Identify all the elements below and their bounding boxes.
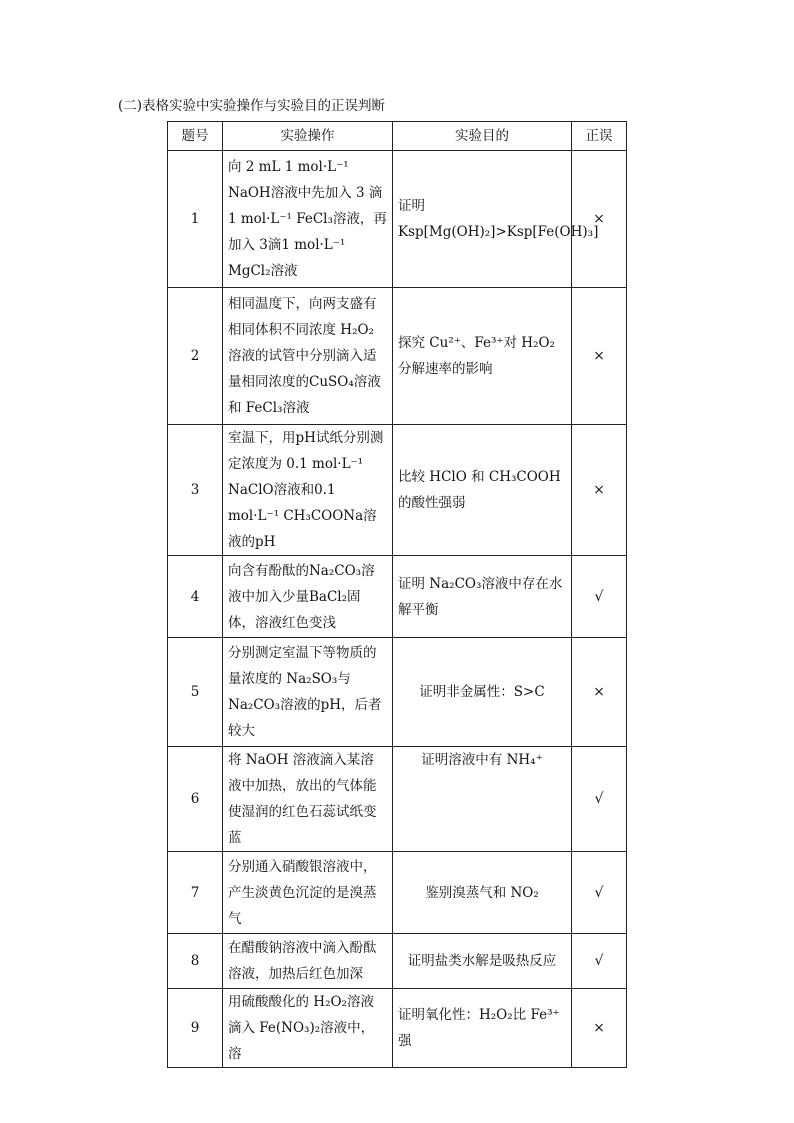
row-verdict bbox=[572, 934, 627, 989]
row-verdict bbox=[572, 638, 627, 747]
table-header-row bbox=[168, 122, 627, 151]
row-num: 7 bbox=[168, 852, 223, 934]
row-operation: 用硫酸酸化的 H₂O₂溶液滴入 Fe(NO₃)₂溶液中，溶 bbox=[223, 989, 393, 1068]
verdict-mark: × bbox=[593, 684, 605, 700]
row-operation: 室温下，用pH试纸分别测定浓度为 0.1 mol·L⁻¹ NaClO溶液和0.1 mol·L⁻¹ CH₃COONa溶液的pH bbox=[223, 425, 393, 556]
row-verdict bbox=[572, 747, 627, 852]
header-num: 题号 bbox=[168, 122, 223, 151]
row-num: 9 bbox=[168, 989, 223, 1068]
row-num: 2 bbox=[168, 288, 223, 425]
experiment-table bbox=[167, 121, 627, 1068]
row-verdict bbox=[572, 852, 627, 934]
row-operation: 在醋酸钠溶液中滴入酚酞溶液，加热后红色加深 bbox=[223, 934, 393, 989]
verdict-mark: × bbox=[593, 348, 605, 364]
row-num: 6 bbox=[168, 747, 223, 852]
verdict-mark: √ bbox=[594, 884, 604, 901]
verdict-mark: × bbox=[593, 482, 605, 498]
row-purpose: 证明 Na₂CO₃溶液中存在水解平衡 bbox=[393, 556, 572, 638]
table-row bbox=[168, 989, 627, 1068]
table-row bbox=[168, 852, 627, 934]
row-operation: 相同温度下，向两支盛有相同体积不同浓度 H₂O₂溶液的试管中分别滴入适量相同浓度的CuSO₄溶液和 FeCl₃溶液 bbox=[223, 288, 393, 425]
row-num: 1 bbox=[168, 151, 223, 288]
row-purpose: 证明溶液中有 NH₄⁺ bbox=[393, 747, 572, 852]
header-verdict: 正误 bbox=[572, 122, 627, 151]
row-verdict bbox=[572, 556, 627, 638]
header-purpose: 实验目的 bbox=[393, 122, 572, 151]
verdict-mark: √ bbox=[594, 953, 604, 969]
row-verdict bbox=[572, 151, 627, 288]
section-title: (二)表格实验中实验操作与实验目的正误判断 bbox=[118, 98, 386, 114]
verdict-mark: × bbox=[593, 211, 605, 227]
row-purpose: 比较 HClO 和 CH₃COOH 的酸性强弱 bbox=[393, 425, 572, 556]
row-purpose: 探究 Cu²⁺、Fe³⁺对 H₂O₂分解速率的影响 bbox=[393, 288, 572, 425]
row-purpose: 鉴别溴蒸气和 NO₂ bbox=[393, 852, 572, 934]
verdict-mark: × bbox=[593, 1020, 605, 1036]
table-row bbox=[168, 747, 627, 852]
row-purpose: 证明盐类水解是吸热反应 bbox=[393, 934, 572, 989]
row-num: 8 bbox=[168, 934, 223, 989]
row-verdict bbox=[572, 425, 627, 556]
row-num: 3 bbox=[168, 425, 223, 556]
table-row bbox=[168, 638, 627, 747]
row-operation: 分别测定室温下等物质的量浓度的 Na₂SO₃与Na₂CO₃溶液的pH，后者较大 bbox=[223, 638, 393, 747]
header-operation: 实验操作 bbox=[223, 122, 393, 151]
row-operation: 向 2 mL 1 mol·L⁻¹ NaOH溶液中先加入 3 滴 1 mol·L⁻¹ FeCl₃溶液，再加入 3滴1 mol·L⁻¹ MgCl₂溶液 bbox=[223, 151, 393, 288]
table-row bbox=[168, 934, 627, 989]
row-operation: 将 NaOH 溶液滴入某溶液中加热，放出的气体能使湿润的红色石蕊试纸变蓝 bbox=[223, 747, 393, 852]
table-row bbox=[168, 425, 627, 556]
row-num: 5 bbox=[168, 638, 223, 747]
verdict-mark: √ bbox=[594, 791, 604, 807]
row-purpose: 证明Ksp[Mg(OH)₂]>Ksp[Fe(OH)₃] bbox=[393, 151, 572, 288]
row-verdict bbox=[572, 288, 627, 425]
row-purpose: 证明非金属性：S>C bbox=[393, 638, 572, 747]
row-purpose: 证明氧化性：H₂O₂比 Fe³⁺强 bbox=[393, 989, 572, 1068]
row-num: 4 bbox=[168, 556, 223, 638]
row-operation: 分别通入硝酸银溶液中，产生淡黄色沉淀的是溴蒸气 bbox=[223, 852, 393, 934]
table-row bbox=[168, 556, 627, 638]
row-operation: 向含有酚酞的Na₂CO₃溶液中加入少量BaCl₂固体，溶液红色变浅 bbox=[223, 556, 393, 638]
verdict-mark: √ bbox=[594, 588, 604, 605]
row-verdict bbox=[572, 989, 627, 1068]
table-row bbox=[168, 288, 627, 425]
table-row bbox=[168, 151, 627, 288]
